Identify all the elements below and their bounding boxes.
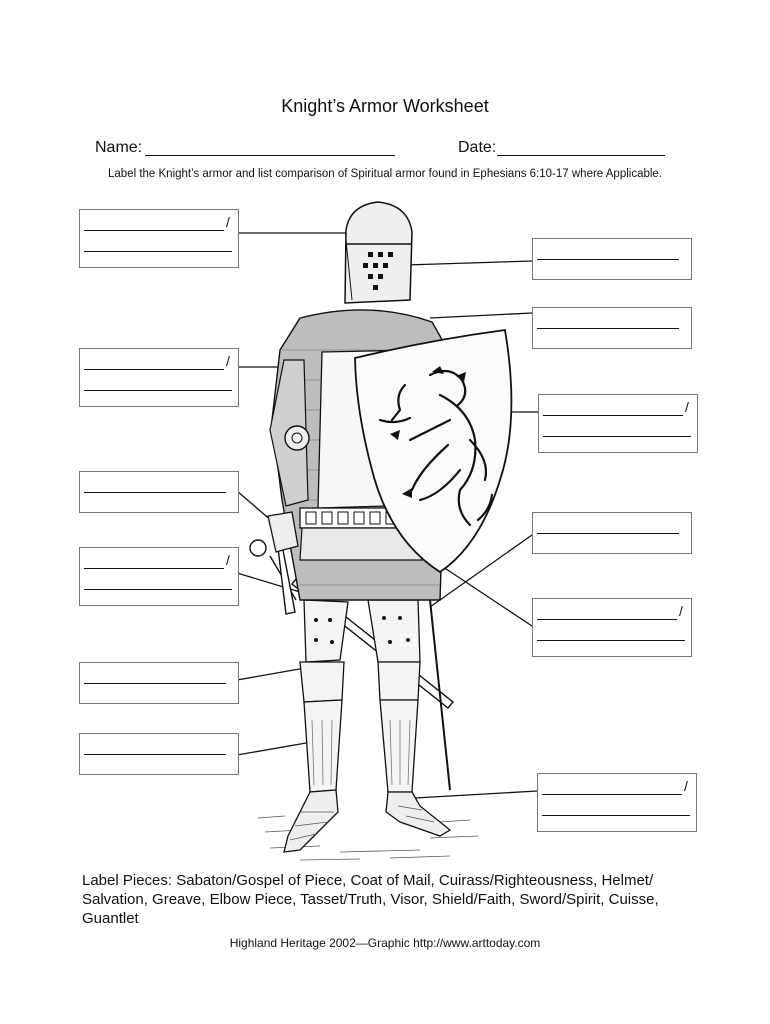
label-box-gauntlet[interactable] bbox=[79, 471, 239, 513]
label-box-cuirass[interactable] bbox=[79, 348, 239, 407]
label-box-sabaton[interactable] bbox=[537, 773, 697, 832]
answer-line[interactable] bbox=[84, 492, 226, 493]
instructions: Label the Knight’s armor and list comparison of Spiritual armor found in Ephesians 6:10-17 where Applicable. bbox=[107, 168, 663, 180]
answer-line[interactable] bbox=[84, 568, 224, 569]
label-box-elbow-piece[interactable] bbox=[532, 512, 692, 554]
slash-separator: / bbox=[684, 778, 688, 794]
label-box-helmet[interactable] bbox=[79, 209, 239, 268]
credit-line: Highland Heritage 2002—Graphic http://www.arttoday.com bbox=[229, 936, 541, 950]
answer-line[interactable] bbox=[537, 259, 679, 260]
name-label: Name: bbox=[95, 139, 143, 156]
answer-line[interactable] bbox=[537, 533, 679, 534]
label-box-visor[interactable] bbox=[532, 238, 692, 280]
slash-separator: / bbox=[679, 603, 683, 619]
answer-line[interactable] bbox=[84, 683, 226, 684]
answer-line[interactable] bbox=[543, 415, 683, 416]
label-box-coat-of-mail[interactable] bbox=[532, 307, 692, 349]
slash-separator: / bbox=[226, 353, 230, 369]
answer-line[interactable] bbox=[537, 328, 679, 329]
answer-line[interactable] bbox=[84, 589, 232, 590]
answer-line[interactable] bbox=[84, 251, 232, 252]
label-box-shield[interactable] bbox=[538, 394, 698, 453]
date-label: Date: bbox=[458, 139, 497, 156]
answer-line[interactable] bbox=[537, 640, 685, 641]
label-pieces-list: Label Pieces: Sabaton/Gospel of Piece, Coat of Mail, Cuirass/Righteousness, Helmet/ Salvation, Greave, Elbow Piece, Tasset/Truth, Visor, Shield/Faith, Sword/Spirit, Cuisse, Guantlet bbox=[82, 872, 659, 927]
answer-line[interactable] bbox=[537, 619, 677, 620]
answer-line[interactable] bbox=[84, 390, 232, 391]
answer-line[interactable] bbox=[543, 436, 691, 437]
answer-line[interactable] bbox=[84, 754, 226, 755]
answer-line[interactable] bbox=[84, 230, 224, 231]
slash-separator: / bbox=[226, 214, 230, 230]
answer-line[interactable] bbox=[542, 815, 690, 816]
label-box-cuisse[interactable] bbox=[79, 662, 239, 704]
slash-separator: / bbox=[685, 399, 689, 415]
label-box-greave[interactable] bbox=[79, 733, 239, 775]
label-box-tasset[interactable] bbox=[532, 598, 692, 657]
slash-separator: / bbox=[226, 552, 230, 568]
worksheet-title: Knight’s Armor Worksheet bbox=[281, 96, 489, 116]
answer-line[interactable] bbox=[542, 794, 682, 795]
answer-line[interactable] bbox=[84, 369, 224, 370]
label-box-sword[interactable] bbox=[79, 547, 239, 606]
